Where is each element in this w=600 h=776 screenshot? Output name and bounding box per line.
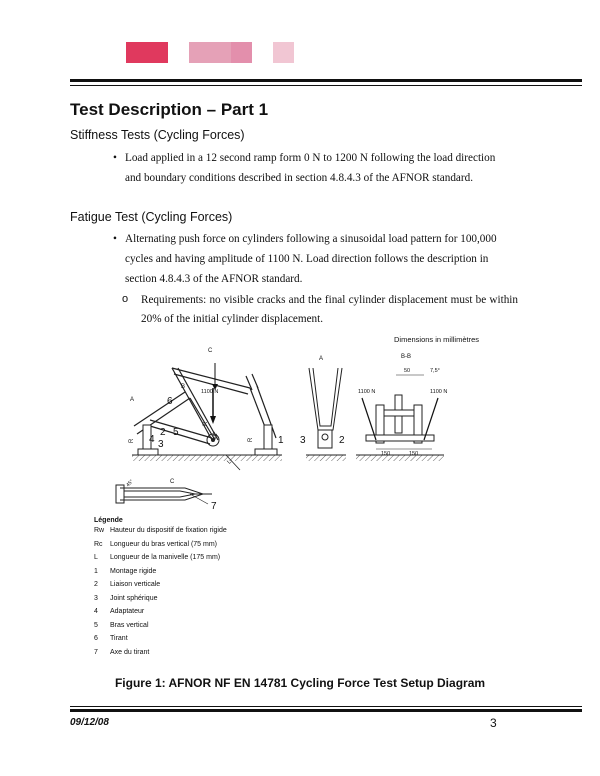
legend-text: Longueur de la manivelle (175 mm) (110, 554, 221, 561)
label-b: B (181, 384, 186, 390)
label-dim150-left: 150 (381, 451, 391, 457)
front-view-a (309, 368, 342, 448)
label-angle-c: 45° (125, 478, 135, 489)
legend-text: Longueur du bras vertical (75 mm) (110, 540, 217, 548)
label-load: 1100 N (201, 389, 219, 395)
label-angle2: 7,5° (430, 368, 440, 374)
bullet-marker: • (113, 233, 117, 245)
legend-key: 2 (94, 581, 98, 588)
footer-rule-thick (70, 709, 582, 712)
label-load-left: 1100 N (358, 389, 376, 395)
label-rw-left: R (129, 438, 135, 443)
legend-item (94, 621, 149, 636)
legend-key: L (94, 554, 98, 561)
label-c: C (208, 348, 213, 354)
section-title: Test Description – Part 1 (70, 100, 269, 119)
legend-item (94, 567, 157, 582)
label-load-right: 1100 N (430, 389, 448, 395)
figure-caption: Figure 1: AFNOR NF EN 14781 Cycling Force Test Setup Diagram (114, 676, 486, 690)
ground-hatch (132, 455, 282, 461)
stiffness-heading: Stiffness Tests (Cycling Forces) (70, 128, 245, 142)
legend-key: 6 (94, 635, 98, 642)
label-view-c: C (170, 479, 175, 485)
legend-text: Liaison verticale (110, 581, 161, 588)
label-view-3: 3 (300, 435, 306, 446)
legend-item (94, 648, 150, 663)
legend-item (94, 581, 161, 595)
label-1: 1 (278, 435, 284, 446)
label-rw-right: R (248, 437, 254, 442)
legend-item (94, 554, 221, 568)
legend-item (94, 540, 217, 555)
legend-key: Rc (94, 540, 103, 548)
legend-key: 4 (94, 608, 98, 615)
legend-item (94, 594, 158, 609)
frame-side-view (134, 368, 276, 444)
section-bb (366, 395, 434, 443)
legend-text: Joint sphérique (110, 594, 158, 602)
label-bb: B-B (401, 354, 412, 360)
legend-text: Hauteur du dispositif de fixation rigide (110, 527, 227, 534)
legend-key: 1 (94, 567, 98, 575)
label-3: 3 (158, 439, 164, 450)
label-4: 4 (149, 434, 155, 445)
label-a: A (130, 397, 135, 403)
legend-item (94, 608, 145, 622)
footer-date: 09/12/08 (70, 717, 109, 728)
sub-bullet-marker: o (122, 293, 129, 305)
stiffness-bullet-text: Load applied in a 12 second ramp form 0 N to 1200 N following the load direction and boundary conditions described in section 4.8.4.3 of the AFNOR standard. (125, 152, 496, 184)
fatigue-sub-bullet-text: Requirements: no visible cracks and the final cylinder displacement must be within 20% of the initial cylinder displacement. (141, 294, 518, 325)
label-l: L (226, 458, 234, 466)
page-number: 3 (490, 716, 497, 730)
label-rc: R (203, 421, 209, 426)
legend-key: 7 (94, 648, 98, 656)
bullet-marker: • (113, 152, 117, 164)
legend-title: Légende (94, 517, 123, 524)
label-angle: 45° (213, 431, 219, 439)
top-view-c (116, 485, 212, 503)
legend-text: Tirant (110, 635, 128, 642)
label-7: 7 (211, 501, 217, 512)
label-view-2: 2 (339, 435, 345, 446)
legend-text: Axe du tirant (110, 648, 150, 656)
label-5: 5 (173, 427, 179, 438)
legend-key: 3 (94, 594, 98, 602)
legend-text: Montage rigide (110, 567, 157, 575)
dimensions-note: Dimensions in millimètres (394, 335, 480, 344)
legend-key: 5 (94, 621, 98, 629)
legend-item (94, 635, 128, 649)
fatigue-heading: Fatigue Test (Cycling Forces) (70, 210, 233, 224)
label-6: 6 (167, 396, 173, 407)
figure-legend (94, 517, 227, 662)
legend-key: Rw (94, 527, 105, 534)
fatigue-bullet-text: Alternating push force on cylinders following a sinusoidal load pattern for 100,000 cycles and having amplitude of 1100 N. Load direction follows the description in section 4.8.4.3 of the AFNOR standard. (125, 233, 497, 285)
label-view-a: A (319, 356, 324, 362)
label-dim150-right: 150 (409, 451, 419, 457)
legend-text: Bras vertical (110, 621, 149, 629)
footer-rule-thin (70, 706, 582, 707)
legend-text: Adaptateur (110, 608, 145, 615)
label-dim50: 50 (404, 368, 411, 374)
label-2: 2 (160, 427, 166, 438)
legend-item (94, 527, 227, 541)
